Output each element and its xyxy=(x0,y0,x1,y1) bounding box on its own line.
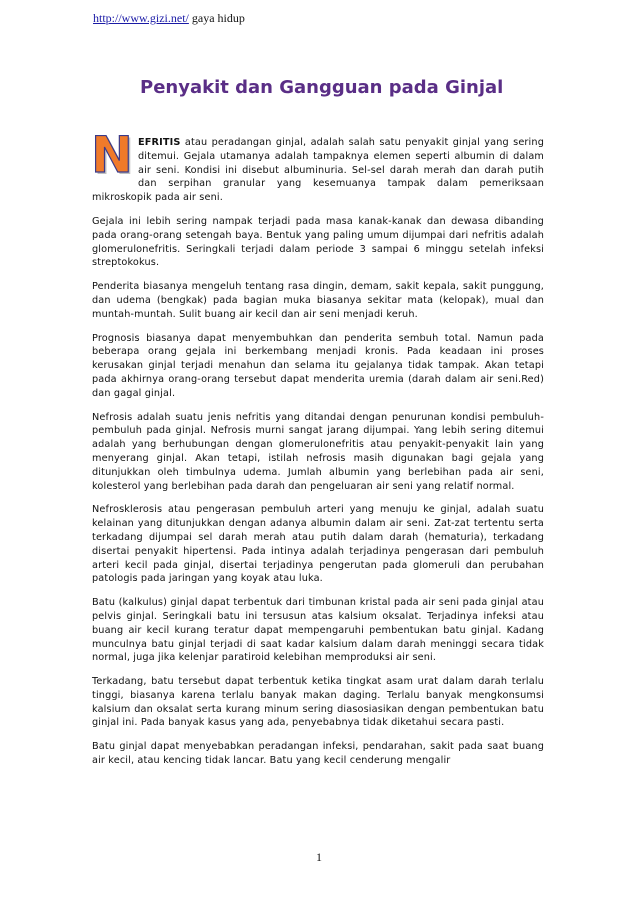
body-paragraph: Prognosis biasanya dapat menyembuhkan dan penderita sembuh total. Namun pada beberapa orang gejala ini berkembang menjadi kronis. Pada keadaan ini proses kerusakan ginjal terjadi menahun dan selama itu gejalanya tidak tampak. Akan tetapi pada akhirnya orang-orang tersebut dapat menderita uremia (darah dalam air seni.Red) dan gagal ginjal. xyxy=(92,332,544,399)
body-paragraph: Nefrosklerosis atau pengerasan pembuluh arteri yang menuju ke ginjal, adalah suatu kelainan yang ditunjukkan dengan adanya albumin dalam air seni. Zat-zat tertentu serta terkadang dijumpai sel darah merah atau putih dalam darah (hematuria), terkadang disertai penyakit hipertensi. Pada intinya adalah terjadinya pengerasan dari pembuluh arteri kecil pada ginjal, disertai terjadinya pengerutan pada glomeruli dan perubahan patologis pada jaringan yang koyak atau luka. xyxy=(92,504,544,585)
intro-text: atau peradangan ginjal, adalah salah satu penyakit ginjal yang sering ditemui. Gejala utamanya adalah tampaknya elemen seperti albumin di dalam air seni. Kondisi ini disebut albuminuria. Sel-sel darah merah dan darah putih dan serpihan granular yang kesemuanya tampak dalam pemeriksaan mikroskopik pada air seni. xyxy=(92,137,544,204)
article-body xyxy=(91,126,544,778)
intro-paragraph xyxy=(91,126,544,205)
page-title: Penyakit dan Gangguan pada Ginjal xyxy=(140,77,504,98)
page-header xyxy=(93,11,245,26)
body-paragraph: Penderita biasanya mengeluh tentang rasa dingin, demam, sakit kepala, sakit punggung, dan udema (bengkak) pada bagian muka biasanya sekitar mata (kelopak), mual dan muntah-muntah. Sulit buang air kecil dan air seni menjadi keruh. xyxy=(92,281,544,320)
header-url-link[interactable]: http://www.gizi.net/ xyxy=(93,11,189,25)
body-paragraph: Nefrosis adalah suatu jenis nefritis yang ditandai dengan penurunan kondisi pembuluh-pembuluh pada ginjal. Nefrosis murni sangat jarang dijumpai. Yang lebih sering ditemui adalah yang berhubungan dengan glomerulonefritis atau penyakit-penyakit lain yang menyerang ginjal. Akan tetapi, istilah nefrosis masih digunakan bagi gejala yang ditunjukkan oleh timbulnya udema. Jumlah albumin yang berlebihan pada air seni, kolesterol yang berlebihan pada darah dan pengeluaran air seni yang relatif normal. xyxy=(92,411,544,492)
body-paragraph: Batu (kalkulus) ginjal dapat terbentuk dari timbunan kristal pada air seni pada ginjal atau pelvis ginjal. Seringkali batu ini tersusun atas kalsium oksalat. Terjadinya infeksi atau buang air kecil kurang teratur dapat mempengaruhi pembentukan batu ginjal. Kadang munculnya batu ginjal terjadi di saat kadar kalsium dalam darah meninggi secara tidak normal, juga jika kelenjar paratiroid kelebihan memproduksi air seni. xyxy=(92,597,544,664)
body-paragraph: Batu ginjal dapat menyebabkan peradangan infeksi, pendarahan, sakit pada saat buang air kecil, atau kencing tidak lancar. Batu yang kecil cenderung mengalir xyxy=(92,741,544,767)
page-number: 1 xyxy=(316,850,322,864)
body-paragraph: Terkadang, batu tersebut dapat terbentuk ketika tingkat asam urat dalam darah terlalu tinggi, biasanya karena terlalu banyak makan daging. Terlalu banyak mengkonsumsi kalsium dan oksalat serta kurang minum sering diasosiasikan dengan pembentukan batu ginjal ini. Pada banyak kasus yang ada, penyebabnya tidak diketahui secara pasti. xyxy=(92,676,544,729)
body-paragraph: Gejala ini lebih sering nampak terjadi pada masa kanak-kanak dan dewasa dibanding pada orang-orang setengah baya. Bentuk yang paling umum dijumpai dari nefritis adalah glomerulonefritis. Seringkali terjadi dalam periode 3 sampai 6 minggu setelah infeksi streptokokus. xyxy=(92,215,544,269)
drop-cap: N xyxy=(91,126,133,184)
header-section-text: gaya hidup xyxy=(188,11,245,25)
intro-lead-word: EFRITIS xyxy=(138,137,181,148)
